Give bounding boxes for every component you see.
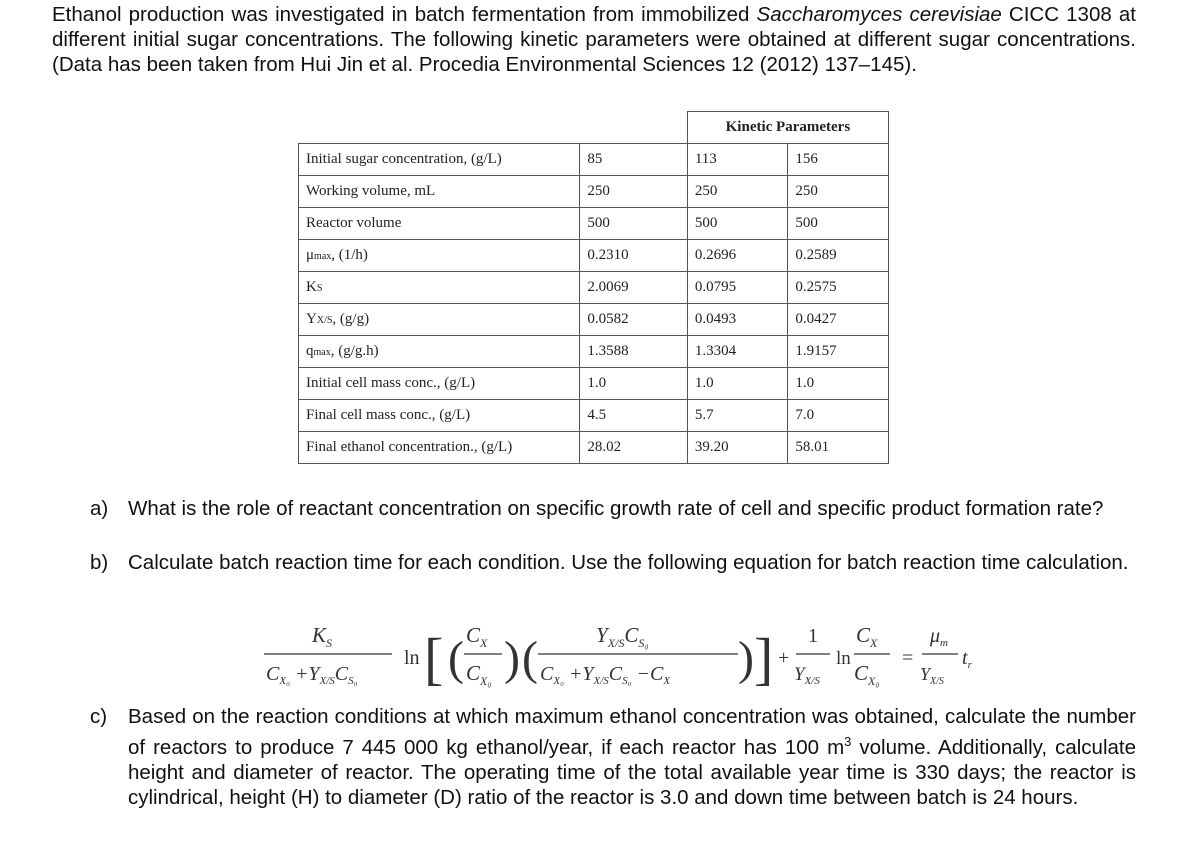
row-label: Final cell mass conc., (g/L) [299,400,580,432]
cell-value: 4.5 [580,400,688,432]
row-label: Initial cell mass conc., (g/L) [299,368,580,400]
cell-value: 1.3588 [580,336,688,368]
cell-value: 156 [788,144,889,176]
question-a [90,496,1136,521]
cell-value: 0.0493 [687,304,788,336]
svg-text:(: ( [522,632,538,685]
row-label: Reactor volume [299,208,580,240]
svg-text:[: [ [424,626,444,690]
question-c [90,704,1136,810]
cell-value: 0.2589 [788,240,889,272]
cell-value: 0.2696 [687,240,788,272]
kinetic-parameters-table [298,111,889,464]
table-row [299,432,889,464]
table-row [299,304,889,336]
svg-text:YX/SCS₀: $Y_{X/S}C_{S_0}$ [596,623,649,650]
svg-text:CX₀: $C_{X_0}$ [466,661,492,688]
table-row [299,336,889,368]
problem-intro [52,2,1136,77]
cell-value: 250 [687,176,788,208]
cell-value: 28.02 [580,432,688,464]
eq-one: 1 [808,625,818,647]
cell-value: 1.3304 [687,336,788,368]
organism-name: Saccharomyces cerevisiae [756,3,1002,26]
svg-text:CX₀: $C_{X_0}$ [854,661,880,688]
svg-text:CX₀ +YX/SCS₀ −CX: $C_{X_0} +Y_{X/S}C_{S_0} -C_X$ [540,663,671,687]
question-c-text: Based on the reaction conditions at which maximum ethanol concentration was obtained, calculate the number of reactors to produce 7 445 000 kg ethanol/year, if each reactor has 100 $m^3$ volume. Additionally, calculate height and diameter of reactor. The operating time of the total available year time is 330 days; the reactor is cylindrical, height (H) to diameter (D) ratio of the reactor is 3.0 and down time between batch is 24 hours. [128,705,1136,809]
svg-text:μm: $\mu_m$ [930,625,948,649]
table-row [299,144,889,176]
cell-value: 0.0427 [788,304,889,336]
svg-text:tr: $t_r$ [962,647,972,671]
cell-value: 0.0582 [580,304,688,336]
row-label: Working volume, mL [299,176,580,208]
eq-ln2: ln [836,648,851,669]
row-label: KS [299,272,580,304]
cell-value: 58.01 [788,432,889,464]
eq-ks: $K_S$ [312,623,333,650]
cell-value: 1.9157 [788,336,889,368]
cell-value: 1.0 [580,368,688,400]
svg-text:CX: $C_X$ [466,623,488,650]
eq-plus: + [778,647,790,669]
cell-value: 85 [580,144,688,176]
svg-text:YX/S: $Y_{X/S}$ [794,664,820,687]
cell-value: 1.0 [788,368,889,400]
table-row [299,176,889,208]
batch-time-equation [262,612,982,690]
svg-text:CX: $C_X$ [856,623,878,650]
cell-value: 7.0 [788,400,889,432]
cell-value: 0.0795 [687,272,788,304]
eq-ln1: ln [404,647,420,669]
intro-text-1: Ethanol production was investigated in batch fermentation from immobilized [52,3,757,26]
cell-value: 500 [788,208,889,240]
table-header: Kinetic Parameters [687,112,888,144]
table-row [299,240,889,272]
intro-text-2: CICC 1308 at different initial sugar concentrations. The following kinetic parameters were obtained at different sugar concentrations. (Data has been taken from Hui Jin et al. Procedia Environmental Sciences 12 (2012) 137–145). [52,3,1136,76]
eq-equals: = [902,647,914,669]
table-header-row [299,112,889,144]
question-b-letter: b) [90,551,109,574]
question-b [90,550,1136,575]
cell-value: 250 [788,176,889,208]
table-row [299,368,889,400]
row-label: μmax, (1/h) [299,240,580,272]
question-a-text: What is the role of reactant concentration on specific growth rate of cell and specific product formation rate? [128,497,1104,520]
cell-value: 39.20 [687,432,788,464]
cell-value: 1.0 [687,368,788,400]
question-c-letter: c) [90,705,108,728]
row-label: Initial sugar concentration, (g/L) [299,144,580,176]
svg-text:YX/S: $Y_{X/S}$ [920,664,944,687]
svg-text:): ) [504,632,520,685]
eq-den1: $C_{X_0} +Y_{X/S}C_{S_0}$ [266,663,358,687]
cell-value: 5.7 [687,400,788,432]
cell-value: 2.0069 [580,272,688,304]
question-a-letter: a) [90,497,109,520]
row-label: YX/S, (g/g) [299,304,580,336]
row-label: qmax, (g/g.h) [299,336,580,368]
cell-value: 113 [687,144,788,176]
table-row [299,400,889,432]
cell-value: 0.2310 [580,240,688,272]
cell-value: 0.2575 [788,272,889,304]
cell-value: 500 [687,208,788,240]
table-row [299,272,889,304]
svg-text:): ) [738,632,754,685]
row-label: Final ethanol concentration., (g/L) [299,432,580,464]
svg-text:(: ( [448,632,464,685]
table-row [299,208,889,240]
cell-value: 500 [580,208,688,240]
cell-value: 250 [580,176,688,208]
question-b-text: Calculate batch reaction time for each condition. Use the following equation for batch reaction time calculation. [128,551,1129,574]
svg-text:]: ] [754,626,774,690]
